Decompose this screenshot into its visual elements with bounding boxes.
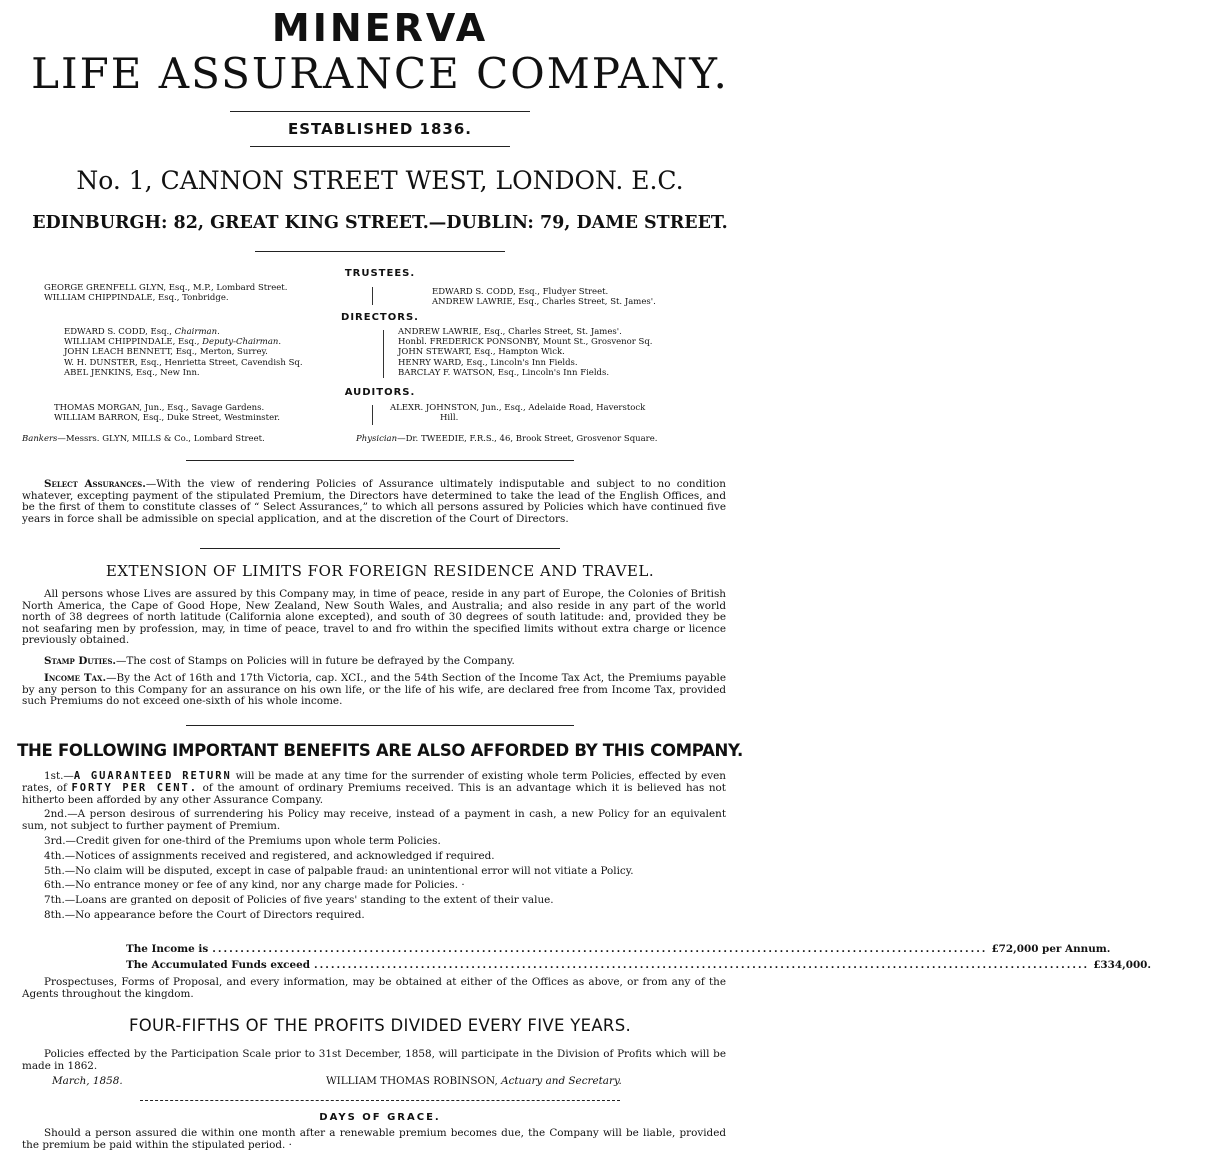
director-name: ABEL JENKINS, Esq., New Inn. [64, 367, 200, 378]
director-name: EDWARD S. CODD, Esq., Chairman. [64, 327, 220, 337]
director-name: JOHN STEWART, Esq., Hampton Wick. [398, 347, 565, 358]
established-line: ESTABLISHED 1836. [287, 120, 473, 138]
trustees-right-column [432, 287, 656, 307]
profits-heading: FOUR-FIFTHS OF THE PROFITS DIVIDED EVERY FIVE YEARS. [128, 1016, 632, 1035]
header-divider-2 [250, 146, 510, 147]
trustee-name: WILLIAM CHIPPINDALE, Esq., Tonbridge. [44, 293, 229, 304]
address-branches: EDINBURGH: 82, GREAT KING STREET.—DUBLIN: 79, DAME STREET. [32, 213, 728, 233]
auditors-left-column [54, 403, 280, 423]
header-divider-3 [255, 251, 505, 252]
auditor-name: ALEXR. JOHNSTON, Jun., Esq., Adelaide Road, Haverstock [390, 403, 646, 413]
profits-paragraph: Policies effected by the Participation Scale prior to 31st December, 1858, will participate in the Division of Profits which will be made in 1862. [22, 1048, 726, 1072]
funds-line: The Accumulated Funds exceed .......................................................................................................................................... £334,000. [126, 959, 1152, 971]
extension-paragraph: All persons whose Lives are assured by this Company may, in time of peace, reside in any part of Europe, the Colonies of British North America, the Cape of Good Hope, New Zealand, New South Wales, and Australia; and also reside in any part of the world north of 38 degrees of north latitude (California alone excepted), and south of 30 degrees of south latitude: and, provided they be not seafaring men by profession, may, in time of peace, travel to and fro within the specified limits without extra charge or licence previously obtained. [22, 588, 726, 647]
prospectus-paragraph: Prospectuses, Forms of Proposal, and every information, may be obtained at either of the Offices as above, or from any of the Agents throughout the kingdom. [22, 976, 726, 1000]
income-line: The Income is .......................................................................................................................................... £72,000 per Annum. [126, 943, 1111, 955]
grace-heading: DAYS OF GRACE. [319, 1112, 441, 1123]
trustees-left-column [44, 283, 287, 303]
benefits-list [22, 771, 726, 925]
signatory-line: WILLIAM THOMAS ROBINSON, Actuary and Secretary. [326, 1075, 622, 1087]
benefit-item-2: 2nd.—A person desirous of surrendering his Policy may receive, instead of a payment in cash, a new Policy for an equivalent sum, not subject to further payment of Premium. [22, 808, 726, 833]
address-main: No. 1, CANNON STREET WEST, LONDON. E.C. [76, 166, 684, 195]
director-name: Honbl. FREDERICK PONSONBY, Mount St., Grosvenor Sq. [398, 337, 653, 348]
trustee-name: EDWARD S. CODD, Esq., Fludyer Street. [432, 287, 609, 297]
benefit-item-5: 5th.—No claim will be disputed, except in case of palpable fraud: an unintentional error will not vitiate a Policy. [44, 864, 634, 877]
director-name: HENRY WARD, Esq., Lincoln's Inn Fields. [398, 357, 578, 368]
bankers-line: Bankers—Messrs. GLYN, MILLS & Co., Lombard Street. [22, 434, 265, 444]
extension-heading: EXTENSION OF LIMITS FOR FOREIGN RESIDENCE AND TRAVEL. [105, 562, 655, 580]
directors-left-column [64, 327, 303, 378]
grace-paragraph: Should a person assured die within one month after a renewable premium becomes due, the Company will be liable, provided the premium be paid within the stipulated period. · [22, 1127, 726, 1151]
income-tax-paragraph: Income Tax.—By the Act of 16th and 17th Victoria, cap. XCI., and the 54th Section of the Income Tax Act, the Premiums payable by any person to this Company for an assurance on his own life, or the life of his wife, are declared free from Income Tax, provided such Premiums do not exceed one-sixth of his whole income. [22, 672, 727, 708]
director-name: JOHN LEACH BENNETT, Esq., Merton, Surrey. [64, 347, 268, 358]
trustee-name: GEORGE GRENFELL GLYN, Esq., M.P., Lombard Street. [44, 283, 288, 293]
director-name: WILLIAM CHIPPINDALE, Esq., Deputy-Chairman. [64, 337, 282, 348]
auditors-right-column [390, 403, 645, 423]
benefit-item-8: 8th.—No appearance before the Court of Directors required. [44, 908, 365, 921]
trustees-divider [372, 287, 373, 305]
directors-heading: DIRECTORS. [341, 312, 419, 323]
auditor-name: Hill. [440, 413, 459, 424]
company-name-main: LIFE ASSURANCE COMPANY. [31, 49, 729, 98]
benefits-heading: THE FOLLOWING IMPORTANT BENEFITS ARE ALSO AFFORDED BY THIS COMPANY. [17, 741, 743, 760]
benefit-item-4: 4th.—Notices of assignments received and registered, and acknowledged if required. [44, 849, 495, 862]
benefit-item-1: 1st.—A GUARANTEED RETURN will be made at any time for the surrender of existing whole term Policies, effected by even rates, of FORTY PER CENT. of the amount of ordinary Premiums received. This is an advantage which it is believed has not hitherto been afforded by any other Assurance Company. [22, 770, 727, 806]
section-divider-1 [186, 460, 574, 461]
trustees-heading: TRUSTEES. [344, 268, 416, 279]
company-name-top: MINERVA [271, 6, 489, 50]
select-assurances-paragraph: Select Assurances.—With the view of rendering Policies of Assurance ultimately indisputable and subject to no condition whatever, excepting payment of the stipulated Premium, the Directors have determined to take the lead of the English Offices, and be the first of them to constitute classes of “ Select Assurances,” to which all persons assured by Policies which have continued five years in force shall be admissible on special application, and at the discretion of the Court of Directors. [22, 478, 726, 525]
directors-right-column [398, 327, 653, 378]
select-assurances-lead: Select Assurances. [44, 478, 146, 490]
physician-line: Physician—Dr. TWEEDIE, F.R.S., 46, Brook Street, Grosvenor Square. [356, 434, 658, 444]
auditors-heading: AUDITORS. [344, 387, 416, 398]
section-divider-4 [140, 1100, 620, 1101]
stamp-duties-paragraph: Stamp Duties.—The cost of Stamps on Policies will in future be defrayed by the Company. [44, 655, 515, 667]
director-name: W. H. DUNSTER, Esq., Henrietta Street, Cavendish Sq. [64, 357, 303, 368]
auditors-divider [372, 405, 373, 425]
directors-divider [383, 330, 384, 378]
notice-date: March, 1858. [52, 1075, 123, 1087]
benefit-item-6: 6th.—No entrance money or fee of any kind, nor any charge made for Policies. · [44, 879, 465, 892]
header-divider-1 [230, 111, 530, 112]
director-name: BARCLAY F. WATSON, Esq., Lincoln's Inn Fields. [398, 367, 610, 378]
auditor-name: WILLIAM BARRON, Esq., Duke Street, Westminster. [54, 413, 280, 424]
section-divider-2 [200, 548, 560, 549]
director-name: ANDREW LAWRIE, Esq., Charles Street, St. James'. [398, 327, 622, 337]
benefit-item-7: 7th.—Loans are granted on deposit of Policies of five years' standing to the extent of their value. [44, 894, 554, 907]
auditor-name: THOMAS MORGAN, Jun., Esq., Savage Gardens. [54, 403, 265, 413]
trustee-name: ANDREW LAWRIE, Esq., Charles Street, St. James'. [432, 297, 656, 308]
benefit-item-3: 3rd.—Credit given for one-third of the Premiums upon whole term Policies. [44, 834, 441, 847]
section-divider-3 [186, 725, 574, 726]
